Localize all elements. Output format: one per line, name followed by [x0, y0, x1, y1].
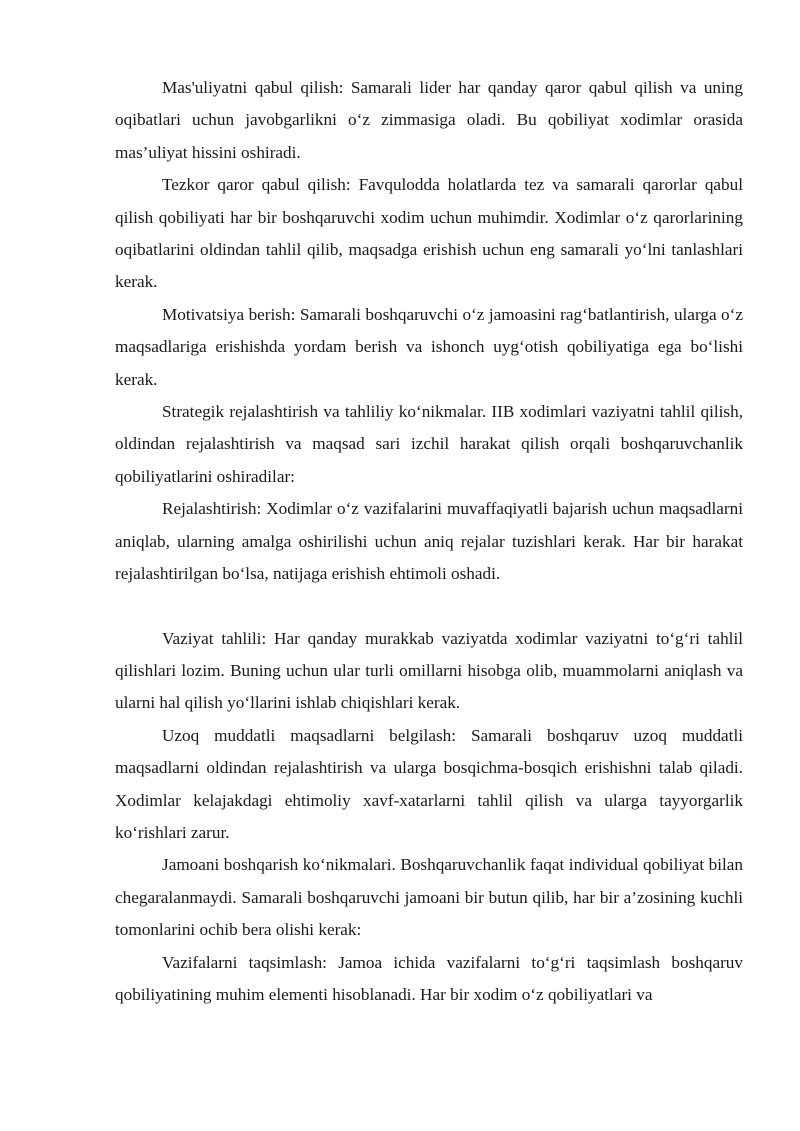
paragraph-quick-decision: Tezkor qaror qabul qilish: Favqulodda holatlarda tez va samarali qarorlar qabul qilish qobiliyati har bir boshqaruvchi xodim uchun muhimdir. Xodimlar o‘z qarorlarining oqibatlarini oldindan tahlil qilib, maqsadga erishish uchun eng samarali yo‘lni tanlashlari kerak. — [115, 175, 743, 292]
body-text — [115, 72, 743, 1011]
paragraph-motivation: Motivatsiya berish: Samarali boshqaruvchi o‘z jamoasini rag‘batlantirish, ularga o‘z maqsadlariga erishishda yordam berish va ishonch uyg‘otish qobiliyatiga ega bo‘lishi kerak. — [115, 304, 743, 389]
paragraph-task-distribution: Vazifalarni taqsimlash: Jamoa ichida vazifalarni to‘g‘ri taqsimlash boshqaruv qobiliyatining muhim elementi hisoblanadi. Har bir xodim o‘z qobiliyatlari va — [115, 952, 743, 1004]
paragraph-strategic-planning: Strategik rejalashtirish va tahliliy ko‘nikmalar. IIB xodimlari vaziyatni tahlil qilish, oldindan rejalashtirish va maqsad sari izchil harakat qilish orqali boshqaruvchanlik qobiliyatlarini oshiradilar: — [115, 402, 743, 486]
paragraph-planning: Rejalashtirish: Xodimlar o‘z vazifalarini muvaffaqiyatli bajarish uchun maqsadlarni aniqlab, ularning amalga oshirilishi uchun aniq rejalar tuzishlari kerak. Har bir harakat rejalashtirilgan bo‘lsa, natijaga erishish ehtimoli oshadi. — [115, 499, 743, 584]
paragraph-situation-analysis: Vaziyat tahlili: Har qanday murakkab vaziyatda xodimlar vaziyatni to‘g‘ri tahlil qilishlari lozim. Buning uchun ular turli omillarni hisobga olib, muammolarni aniqlash va ularni hal qilish yo‘llarini ishlab chiqishlari kerak. — [115, 628, 743, 713]
paragraph-long-term-goals: Uzoq muddatli maqsadlarni belgilash: Samarali boshqaruv uzoq muddatli maqsadlarni oldindan rejalashtirish va ularga bosqichma-bosqich erishishni talab qiladi. Xodimlar kelajakdagi ehtimoliy xavf-xatarlarni tahlil qilish va ularga tayyorgarlik ko‘rishlari zarur. — [115, 725, 743, 842]
paragraph-responsibility: Mas'uliyatni qabul qilish: Samarali lider har qanday qaror qabul qilish va uning oqibatlari uchun javobgarlikni o‘z zimmasiga oladi. Bu qobiliyat xodimlar orasida mas’uliyat hissini oshiradi. — [115, 78, 743, 162]
paragraph-team-management: Jamoani boshqarish ko‘nikmalari. Boshqaruvchanlik faqat individual qobiliyat bilan chegaralanmaydi. Samarali boshqaruvchi jamoani bir butun qilib, har bir a’zosining kuchli tomonlarini ochib bera olishi kerak: — [115, 855, 743, 940]
